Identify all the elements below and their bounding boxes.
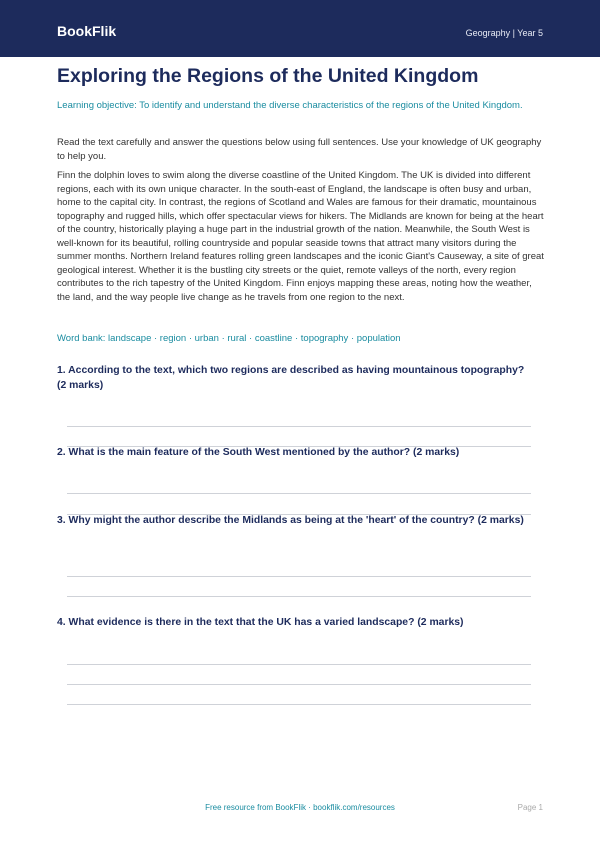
answer-line[interactable] <box>67 576 531 577</box>
page-header <box>0 0 600 57</box>
answer-line[interactable] <box>67 664 531 665</box>
subject-year-label: Geography | Year 5 <box>465 28 543 38</box>
page-number: Page 1 <box>517 803 543 812</box>
reading-passage: Finn the dolphin loves to swim along the diverse coastline of the United Kingdom. The UK is divided into different regions, each with its own unique character. In the south-east of England, the landscape is often busy and urban, home to the capital city. In contrast, the regions of Scotland and Wales are famous for their dramatic, mountainous topography and rugged hills, which offer spectacular views for hikers. The Midlands are known for being at the heart of the country, historically playing a huge part in the industrial growth of the nation. Meanwhile, the South West is well-known for its beautiful, rolling countryside and popular seaside towns that attract many visitors during the summer months. Northern Ireland features rolling green landscapes and the iconic Giant's Causeway, a site of great geological interest. Whether it is the bustling city streets or the quiet, remote valleys of the north, every region contributes to the rich tapestry of the United Kingdom. Finn enjoys mapping these areas, noting how the weather, the land, and the way people live change as he travels from one region to the next. <box>57 170 544 303</box>
brand-logo-text: BookFlik <box>57 23 117 39</box>
question-2: 2. What is the main feature of the South West mentioned by the author? (2 marks) <box>57 447 460 458</box>
instructions-text: Read the text carefully and answer the questions below using full sentences. Use your knowledge of UK geography to help you. <box>57 137 542 162</box>
answer-line[interactable] <box>67 596 531 597</box>
answer-line[interactable] <box>67 704 531 705</box>
answer-line[interactable] <box>67 493 531 494</box>
question-1: 1. According to the text, which two regions are described as having mountainous topography? (2 marks) <box>57 365 525 391</box>
answer-line[interactable] <box>67 684 531 685</box>
question-4: 4. What evidence is there in the text that the UK has a varied landscape? (2 marks) <box>57 617 464 628</box>
page-title: Exploring the Regions of the United Kingdom <box>57 65 479 87</box>
answer-line[interactable] <box>67 426 531 427</box>
footer-credit: Free resource from BookFlik · bookflik.com/resources <box>205 803 395 812</box>
learning-objective: Learning objective: To identify and understand the diverse characteristics of the regions of the United Kingdom. <box>57 100 523 111</box>
question-3: 3. Why might the author describe the Midlands as being at the 'heart' of the country? (2 marks) <box>57 515 524 526</box>
word-bank: Word bank: landscape · region · urban · rural · coastline · topography · population <box>57 333 401 344</box>
